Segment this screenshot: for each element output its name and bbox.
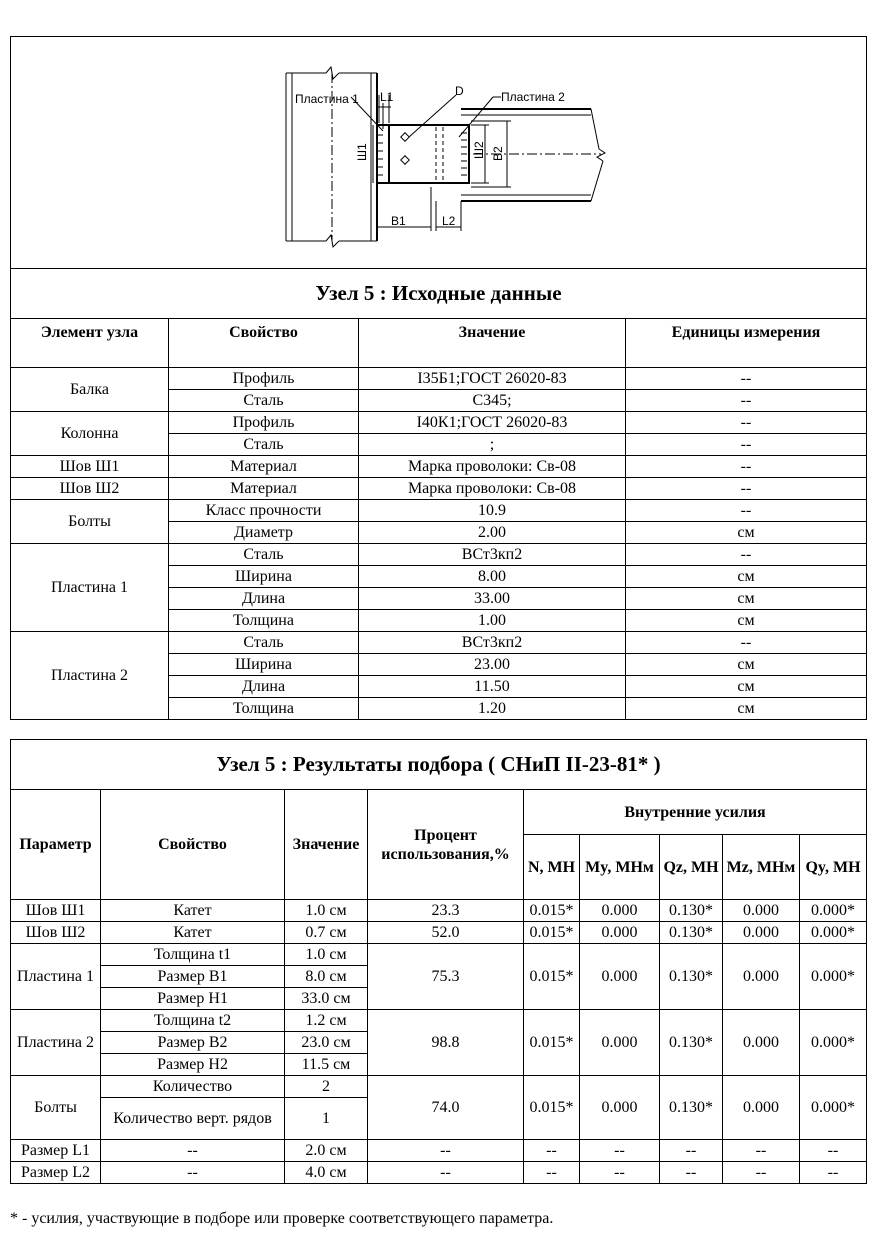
value-cell: I35Б1;ГОСТ 26020-83 [359,368,626,390]
header-prop: Свойство [101,790,285,900]
result-property-cell: -- [101,1162,285,1184]
value-cell: Марка проволоки: Св-08 [359,478,626,500]
unit-cell: см [626,566,867,588]
plate-2-drawing [389,125,469,183]
value-cell: 1.00 [359,610,626,632]
result-value-cell: 0.7 см [285,922,368,944]
property-cell: Длина [169,676,359,698]
element-name-cell: Болты [11,500,169,544]
force-n-cell: -- [524,1162,580,1184]
element-name-cell: Пластина 2 [11,632,169,720]
result-property-cell: Катет [101,900,285,922]
param-cell: Пластина 1 [11,944,101,1010]
node-diagram-cell [11,37,867,269]
unit-cell: см [626,588,867,610]
force-qz-cell: 0.130* [660,944,723,1010]
force-mz-cell: 0.000 [723,944,800,1010]
header-property: Свойство [169,319,359,368]
force-qz-cell: 0.130* [660,1076,723,1140]
header-forces: Внутренние усилия [524,790,867,835]
param-cell: Болты [11,1076,101,1140]
property-cell: Сталь [169,544,359,566]
value-cell: 33.00 [359,588,626,610]
unit-cell: -- [626,434,867,456]
property-cell: Профиль [169,368,359,390]
node-diagram [11,37,865,268]
result-row [11,922,867,944]
d-label: D [455,84,464,98]
value-cell: ВСт3кп2 [359,544,626,566]
input-row [11,368,867,390]
property-cell: Сталь [169,434,359,456]
result-value-cell: 1.2 см [285,1010,368,1032]
header-qz: Qz, МН [660,835,723,900]
force-qy-cell: -- [800,1140,867,1162]
result-value-cell: 8.0 см [285,966,368,988]
result-value-cell: 1.0 см [285,944,368,966]
value-cell: ВСт3кп2 [359,632,626,654]
header-qy: Qy, МН [800,835,867,900]
unit-cell: -- [626,368,867,390]
input-row [11,412,867,434]
results-header-row-1 [11,790,867,835]
header-value: Значение [285,790,368,900]
force-qy-cell: 0.000* [800,1076,867,1140]
property-cell: Сталь [169,390,359,412]
l2-label: L2 [442,214,456,228]
value-cell: 1.20 [359,698,626,720]
value-cell: 11.50 [359,676,626,698]
unit-cell: см [626,654,867,676]
result-value-cell: 2 [285,1076,368,1098]
force-mz-cell: 0.000 [723,900,800,922]
property-cell: Ширина [169,566,359,588]
input-row [11,632,867,654]
result-value-cell: 1.0 см [285,900,368,922]
element-name-cell: Шов Ш1 [11,456,169,478]
header-units: Единицы измерения [626,319,867,368]
force-my-cell: -- [580,1162,660,1184]
force-n-cell: 0.015* [524,1010,580,1076]
unit-cell: см [626,610,867,632]
unit-cell: -- [626,390,867,412]
force-qy-cell: 0.000* [800,900,867,922]
unit-cell: см [626,698,867,720]
force-mz-cell: -- [723,1140,800,1162]
force-my-cell: 0.000 [580,1076,660,1140]
header-n: N, МН [524,835,580,900]
results-block [10,739,866,1184]
result-property-cell: Размер H2 [101,1054,285,1076]
force-qy-cell: -- [800,1162,867,1184]
plate-2-label: Пластина 2 [501,90,565,104]
result-value-cell: 33.0 см [285,988,368,1010]
property-cell: Сталь [169,632,359,654]
force-qy-cell: 0.000* [800,922,867,944]
force-qz-cell: -- [660,1140,723,1162]
results-title: Узел 5 : Результаты подбора ( СНиП II-23-81* ) [11,740,867,790]
result-value-cell: 2.0 см [285,1140,368,1162]
value-cell: ; [359,434,626,456]
force-my-cell: 0.000 [580,944,660,1010]
b1-label: B1 [391,214,406,228]
input-row [11,478,867,500]
value-cell: Марка проволоки: Св-08 [359,456,626,478]
result-property-cell: Толщина t1 [101,944,285,966]
percent-cell: 52.0 [368,922,524,944]
value-cell: 10.9 [359,500,626,522]
input-header-row [11,319,867,368]
unit-cell: см [626,676,867,698]
element-name-cell: Пластина 1 [11,544,169,632]
property-cell: Толщина [169,698,359,720]
force-my-cell: 0.000 [580,922,660,944]
property-cell: Длина [169,588,359,610]
result-value-cell: 11.5 см [285,1054,368,1076]
force-qy-cell: 0.000* [800,1010,867,1076]
header-element: Элемент узла [11,319,169,368]
property-cell: Ширина [169,654,359,676]
percent-cell: -- [368,1162,524,1184]
percent-cell: 98.8 [368,1010,524,1076]
unit-cell: -- [626,412,867,434]
unit-cell: -- [626,500,867,522]
property-cell: Диаметр [169,522,359,544]
header-value: Значение [359,319,626,368]
header-mz: Mz, МНм [723,835,800,900]
unit-cell: -- [626,544,867,566]
result-row [11,1076,867,1098]
result-property-cell: Количество [101,1076,285,1098]
element-name-cell: Шов Ш2 [11,478,169,500]
unit-cell: -- [626,632,867,654]
force-n-cell: -- [524,1140,580,1162]
force-mz-cell: 0.000 [723,922,800,944]
force-mz-cell: 0.000 [723,1010,800,1076]
result-property-cell: Размер B2 [101,1032,285,1054]
header-percent: Процент использования,% [368,790,524,900]
input-data-rows [11,368,867,720]
property-cell: Профиль [169,412,359,434]
percent-cell: 23.3 [368,900,524,922]
value-cell: 2.00 [359,522,626,544]
element-name-cell: Колонна [11,412,169,456]
result-row [11,944,867,966]
property-cell: Класс прочности [169,500,359,522]
input-data-title: Узел 5 : Исходные данные [11,269,867,319]
unit-cell: -- [626,456,867,478]
result-row [11,1140,867,1162]
force-qz-cell: 0.130* [660,922,723,944]
header-param: Параметр [11,790,101,900]
force-my-cell: 0.000 [580,1010,660,1076]
result-value-cell: 23.0 см [285,1032,368,1054]
percent-cell: 74.0 [368,1076,524,1140]
param-cell: Шов Ш1 [11,900,101,922]
property-cell: Материал [169,456,359,478]
value-cell: 23.00 [359,654,626,676]
plate-1-drawing [377,125,389,183]
input-data-block [10,36,866,720]
result-property-cell: Катет [101,922,285,944]
input-row [11,544,867,566]
force-mz-cell: -- [723,1162,800,1184]
result-value-cell: 1 [285,1098,368,1140]
param-cell: Пластина 2 [11,1010,101,1076]
header-my: My, МНм [580,835,660,900]
footnote: * - усилия, участвующие в подборе или проверке соответствующего параметра. [10,1210,554,1227]
property-cell: Материал [169,478,359,500]
percent-cell: -- [368,1140,524,1162]
force-n-cell: 0.015* [524,944,580,1010]
result-property-cell: -- [101,1140,285,1162]
unit-cell: -- [626,478,867,500]
result-row [11,1010,867,1032]
result-value-cell: 4.0 см [285,1162,368,1184]
property-cell: Толщина [169,610,359,632]
result-property-cell: Толщина t2 [101,1010,285,1032]
element-name-cell: Балка [11,368,169,412]
unit-cell: см [626,522,867,544]
force-n-cell: 0.015* [524,922,580,944]
results-rows [11,900,867,1184]
percent-cell: 75.3 [368,944,524,1010]
result-property-cell: Размер H1 [101,988,285,1010]
value-cell: 8.00 [359,566,626,588]
result-row [11,1162,867,1184]
force-qz-cell: 0.130* [660,900,723,922]
l1-label: L1 [380,90,394,104]
input-data-table [10,36,867,720]
result-property-cell: Размер B1 [101,966,285,988]
value-cell: С345; [359,390,626,412]
force-n-cell: 0.015* [524,900,580,922]
force-mz-cell: 0.000 [723,1076,800,1140]
force-n-cell: 0.015* [524,1076,580,1140]
plate-1-label: Пластина 1 [295,92,359,106]
input-row [11,500,867,522]
force-qz-cell: 0.130* [660,1010,723,1076]
force-my-cell: 0.000 [580,900,660,922]
result-property-cell: Количество верт. рядов [101,1098,285,1140]
force-qy-cell: 0.000* [800,944,867,1010]
param-cell: Шов Ш2 [11,922,101,944]
force-my-cell: -- [580,1140,660,1162]
value-cell: I40К1;ГОСТ 26020-83 [359,412,626,434]
results-table [10,739,867,1184]
param-cell: Размер L2 [11,1162,101,1184]
input-row [11,456,867,478]
force-qz-cell: -- [660,1162,723,1184]
result-row [11,900,867,922]
b2-label: B2 [491,146,505,161]
param-cell: Размер L1 [11,1140,101,1162]
w1-label: Ш1 [355,143,369,161]
w2-label: Ш2 [472,141,486,159]
